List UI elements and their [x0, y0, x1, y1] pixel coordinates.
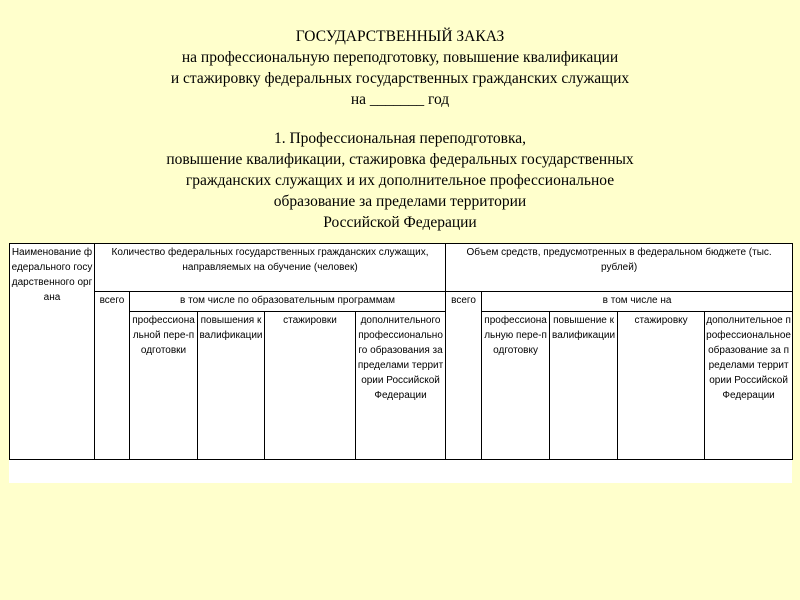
order-table [9, 243, 793, 460]
header-employee-count-line-1: Количество федеральных государственных гражданских служащих, [111, 247, 429, 258]
header-budget-total: всего [446, 292, 482, 460]
header-budget-internship: стажировку [618, 312, 705, 460]
header-budget-additional: дополнительное профессиональное образование за пределами территории Российской Федерации [705, 312, 793, 460]
doc-title: ГОСУДАРСТВЕННЫЙ ЗАКАЗ [295, 28, 505, 45]
header-count-including: в том числе по образовательным программам [130, 292, 446, 312]
header-budget-retraining: профессиональную пере-подготовку [482, 312, 550, 460]
doc-year-line: на _______ год [350, 91, 450, 108]
header-budget-qualification: повышение квалификации [550, 312, 618, 460]
header-count-retraining: профессиональной пере-подготовки [130, 312, 198, 460]
document-heading [0, 26, 800, 233]
header-count-additional: дополнительного профессионального образования за пределами территории Российской Федерации [356, 312, 446, 460]
section-title-line-4: образование за пределами территории [273, 193, 527, 210]
header-employee-count [95, 244, 446, 292]
section-title-line-1: 1. Профессиональная переподготовка, [273, 130, 527, 147]
header-count-internship: стажировки [265, 312, 356, 460]
header-employee-count-line-2: направляемых на обучение (человек) [182, 262, 358, 273]
doc-subtitle-line-2: на профессиональную переподготовку, повышение квалификации [181, 49, 619, 66]
section-title-line-5: Российской Федерации [323, 214, 477, 231]
header-count-qualification: повышения квалификации [198, 312, 265, 460]
table-container [9, 243, 792, 483]
header-count-total: всего [95, 292, 130, 460]
doc-subtitle-line-3: и стажировку федеральных государственных гражданских служащих [170, 70, 630, 87]
header-org-name: Наименование федерального государственного органа [10, 244, 95, 460]
section-title-line-3: гражданских служащих и их дополнительное профессиональное [185, 172, 615, 189]
header-budget-amount: Объем средств, предусмотренных в федеральном бюджете (тыс. рублей) [446, 244, 793, 292]
header-budget-including: в том числе на [482, 292, 793, 312]
section-title-line-2: повышение квалификации, стажировка федеральных государственных [166, 151, 634, 168]
